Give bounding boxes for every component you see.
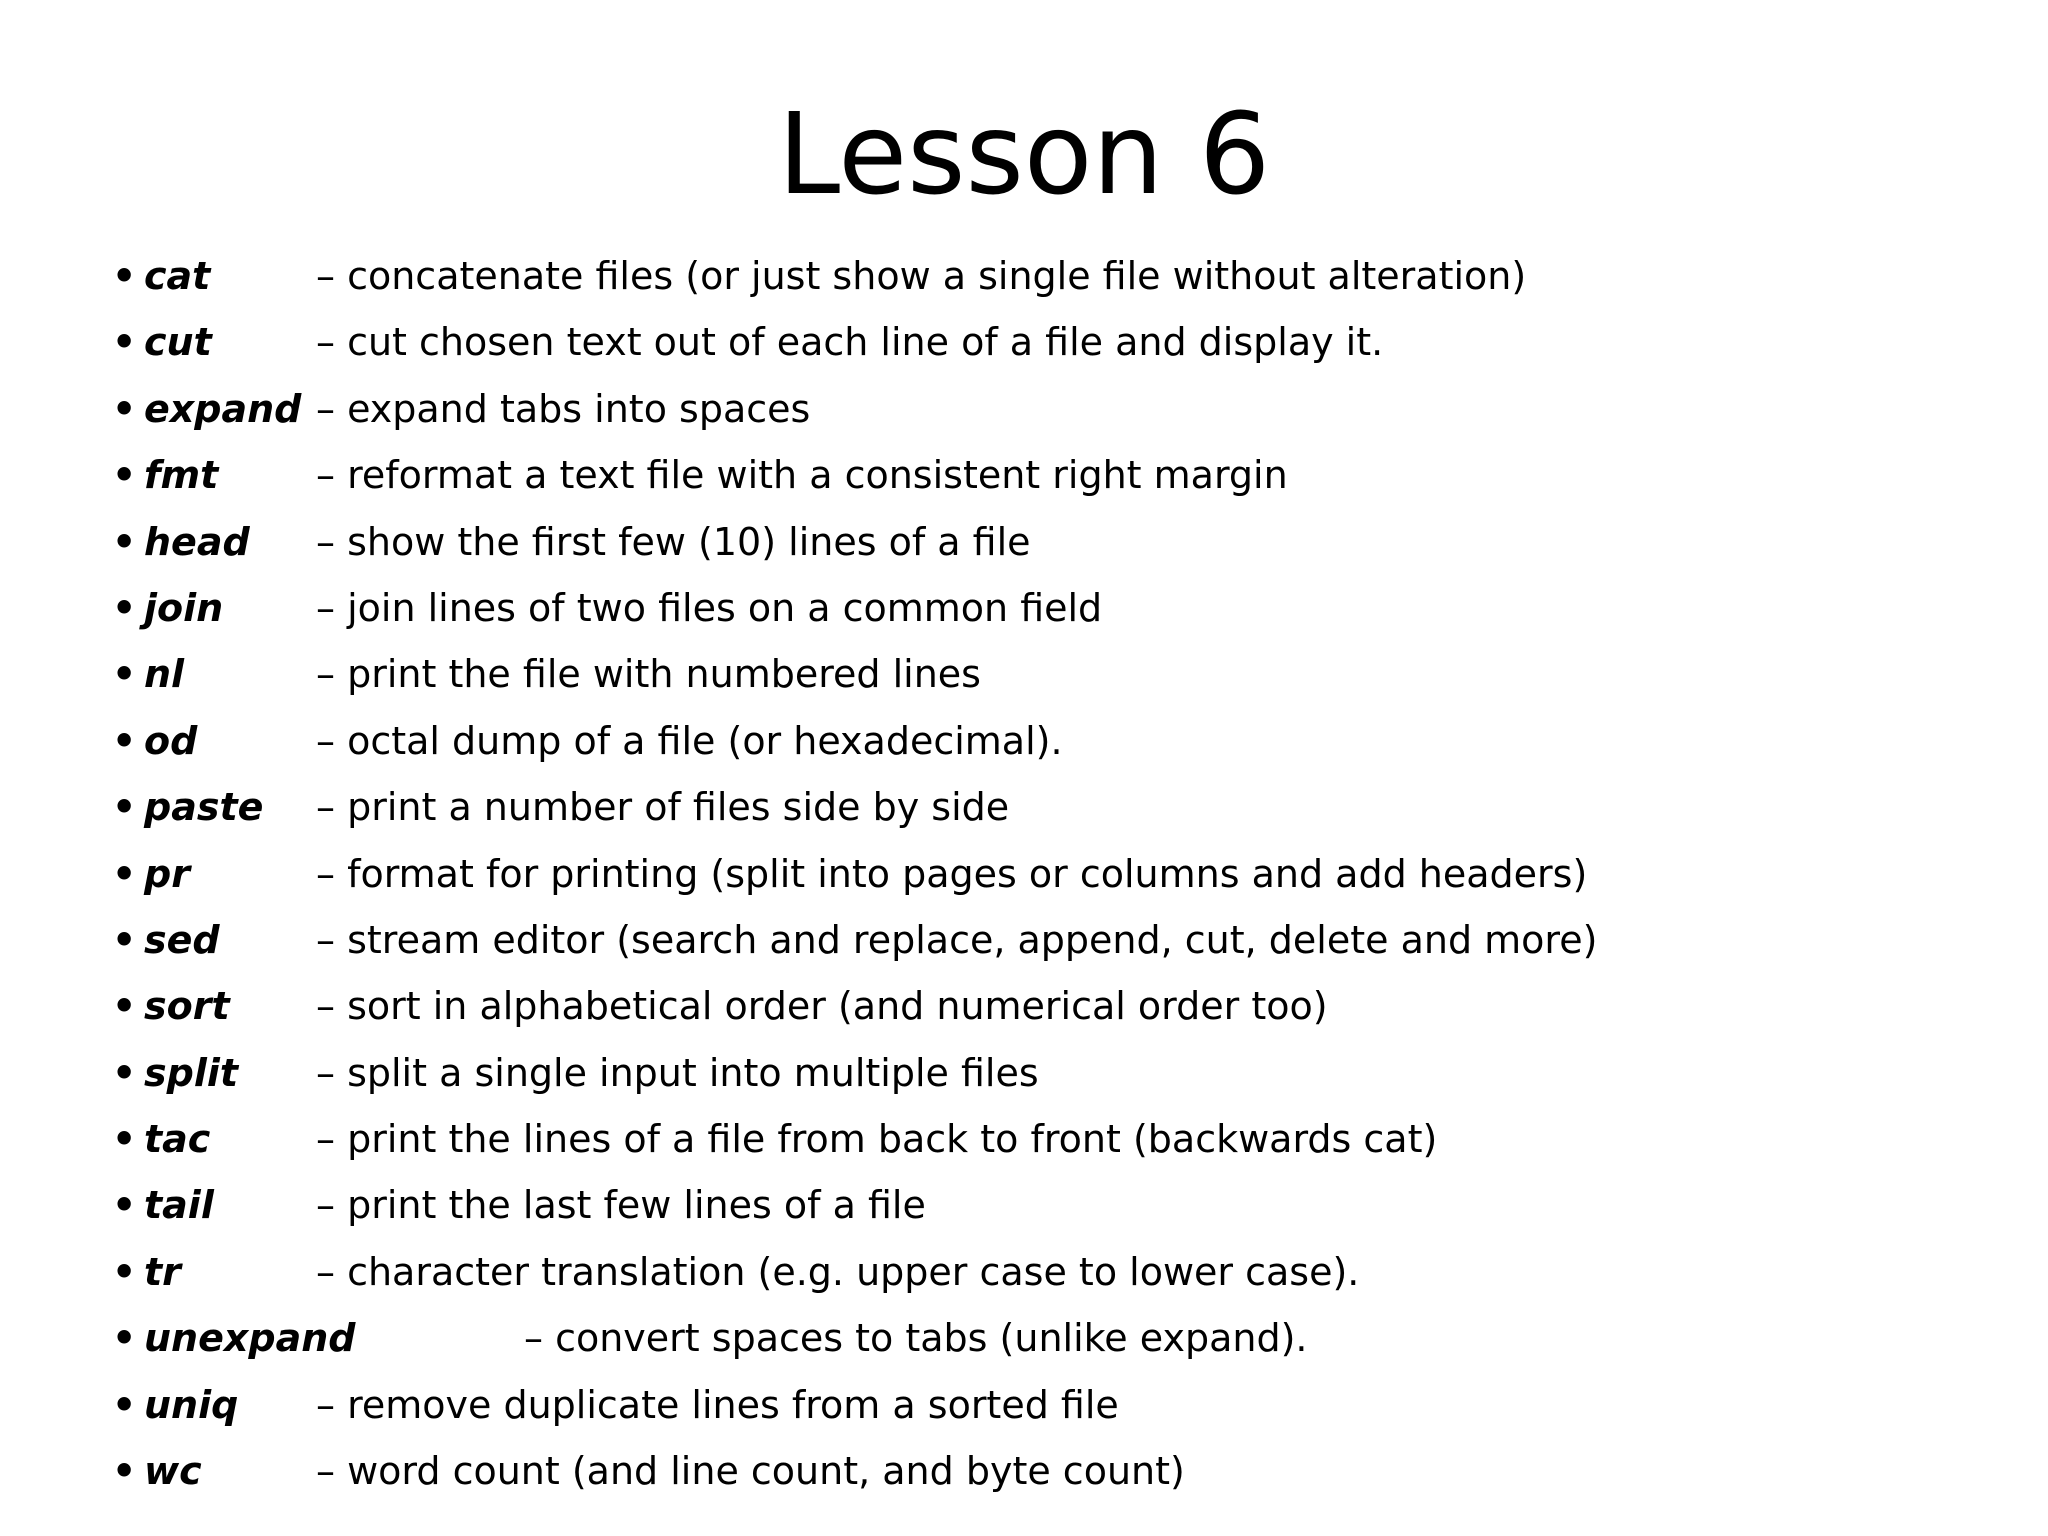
command-name: wc [144,1449,202,1494]
list-item [112,1305,1992,1371]
command-list [112,243,1992,1504]
command-description: – character translation (e.g. upper case to lower case). [316,1249,1360,1294]
command-description: – octal dump of a file (or hexadecimal). [316,718,1063,763]
command-name: sed [144,917,220,962]
command-name: pr [144,851,190,896]
list-item [112,841,1992,907]
command-description: – cut chosen text out of each line of a file and display it. [316,320,1384,365]
command-name: fmt [144,453,219,498]
bullet-icon: • [112,1249,137,1294]
list-item [112,1438,1992,1504]
command-name: cut [144,320,212,365]
command-name: split [144,1050,239,1095]
list-item [112,509,1992,575]
list-item [112,575,1992,641]
command-name: tr [144,1249,181,1294]
bullet-icon: • [112,386,137,431]
bullet-icon: • [112,1449,137,1494]
bullet-icon: • [112,1050,137,1095]
command-description: – print the file with numbered lines [316,652,981,697]
list-item [112,973,1992,1039]
command-description: – join lines of two files on a common field [316,585,1103,630]
bullet-icon: • [112,917,137,962]
bullet-icon: • [112,320,137,365]
command-description: – print a number of files side by side [316,785,1010,830]
list-item [112,1239,1992,1305]
command-name: join [144,585,224,630]
list-item [112,442,1992,508]
command-name: tac [144,1117,211,1162]
command-description: – sort in alphabetical order (and numerical order too) [316,984,1328,1029]
command-description: – show the first few (10) lines of a file [316,519,1031,564]
command-name: nl [144,652,185,697]
list-item [112,907,1992,973]
command-description: – convert spaces to tabs (unlike expand). [524,1316,1308,1361]
bullet-icon: • [112,1316,137,1361]
command-description: – print the lines of a file from back to front (backwards cat) [316,1117,1438,1162]
list-item [112,641,1992,707]
command-description: – expand tabs into spaces [316,386,811,431]
list-item [112,376,1992,442]
command-name: uniq [144,1382,239,1427]
command-name: tail [144,1183,214,1228]
bullet-icon: • [112,585,137,630]
command-description: – remove duplicate lines from a sorted file [316,1382,1119,1427]
list-item [112,1372,1992,1438]
command-name: sort [144,984,230,1029]
command-description: – format for printing (split into pages or columns and add headers) [316,851,1588,896]
list-item [112,1040,1992,1106]
list-item [112,708,1992,774]
bullet-icon: • [112,984,137,1029]
command-description: – concatenate files (or just show a single file without alteration) [316,254,1527,298]
bullet-icon: • [112,851,137,896]
bullet-icon: • [112,652,137,697]
list-item [112,309,1992,375]
bullet-icon: • [112,1183,137,1228]
command-description: – stream editor (search and replace, append, cut, delete and more) [316,917,1598,962]
command-description: – reformat a text file with a consistent right margin [316,453,1288,498]
bullet-icon: • [112,1382,137,1427]
command-name: unexpand [144,1316,356,1361]
bullet-icon: • [112,519,137,564]
list-item [112,243,1992,309]
list-item [112,1172,1992,1238]
bullet-icon: • [112,254,137,298]
bullet-icon: • [112,1117,137,1162]
command-name: cat [144,254,211,298]
command-name: expand [144,386,302,431]
bullet-icon: • [112,785,137,830]
command-name: head [144,519,250,564]
slide-title: Lesson 6 [777,90,1271,220]
command-description: – split a single input into multiple files [316,1050,1039,1095]
command-description: – word count (and line count, and byte count) [316,1449,1185,1494]
command-name: od [144,718,198,763]
command-description: – print the last few lines of a file [316,1183,926,1228]
list-item [112,774,1992,840]
bullet-icon: • [112,453,137,498]
list-item [112,1106,1992,1172]
bullet-icon: • [112,718,137,763]
command-name: paste [144,785,264,830]
